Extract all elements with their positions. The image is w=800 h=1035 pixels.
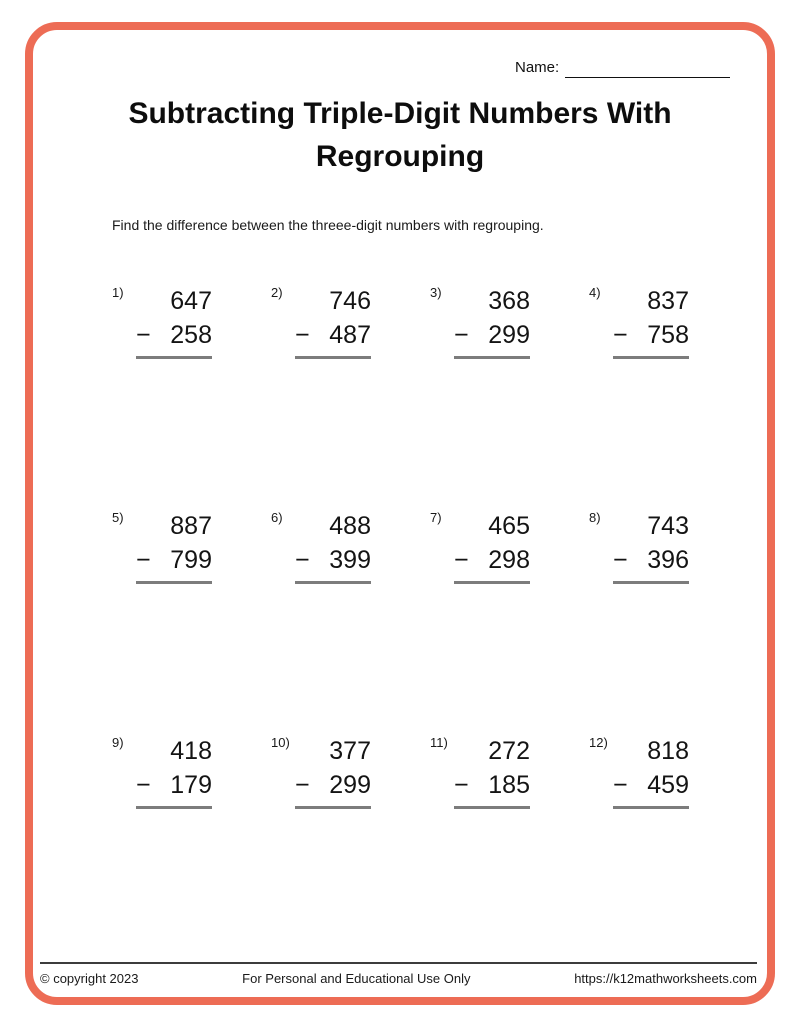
subtrahend: 258 — [170, 321, 212, 349]
minus-icon: − — [613, 321, 628, 349]
minus-icon: − — [136, 321, 151, 349]
subtrahend: 179 — [170, 771, 212, 799]
subtrahend: 487 — [329, 321, 371, 349]
page-title-line2: Regrouping — [315, 140, 485, 173]
subtrahend-row — [454, 318, 530, 359]
name-blank-line — [565, 60, 730, 78]
problem-stack — [613, 284, 689, 359]
subtrahend-row — [136, 543, 212, 584]
page-title — [0, 92, 800, 178]
problem-stack — [136, 284, 212, 359]
minuend: 818 — [647, 737, 689, 765]
problem-12 — [589, 734, 748, 959]
minuend: 647 — [170, 287, 212, 315]
subtrahend-row — [136, 318, 212, 359]
subtrahend-row — [613, 318, 689, 359]
subtrahend: 396 — [647, 546, 689, 574]
minus-icon: − — [136, 771, 151, 799]
problem-stack — [613, 509, 689, 584]
instructions-text: Find the difference between the threee-digit numbers with regrouping. — [112, 217, 544, 233]
subtrahend: 399 — [329, 546, 371, 574]
minus-icon: − — [454, 321, 469, 349]
minus-icon: − — [136, 546, 151, 574]
minuend: 837 — [647, 287, 689, 315]
problem-stack — [295, 284, 371, 359]
minus-icon: − — [295, 321, 310, 349]
footer-url: https://k12mathworksheets.com — [574, 971, 757, 986]
problem-number: 7) — [430, 510, 442, 525]
footer-copyright: © copyright 2023 — [40, 971, 139, 986]
minuend: 272 — [488, 737, 530, 765]
minus-icon: − — [295, 771, 310, 799]
problem-10 — [271, 734, 430, 959]
problem-stack — [295, 734, 371, 809]
problem-number: 8) — [589, 510, 601, 525]
minuend: 887 — [170, 512, 212, 540]
minuend: 377 — [329, 737, 371, 765]
problem-2 — [271, 284, 430, 509]
problem-1 — [112, 284, 271, 509]
subtrahend-row — [454, 768, 530, 809]
problem-number: 12) — [589, 735, 608, 750]
problem-6 — [271, 509, 430, 734]
problem-9 — [112, 734, 271, 959]
problem-number: 4) — [589, 285, 601, 300]
problem-number: 11) — [430, 735, 448, 750]
problem-stack — [454, 284, 530, 359]
problem-number: 10) — [271, 735, 290, 750]
problem-stack — [136, 509, 212, 584]
problem-stack — [454, 734, 530, 809]
problem-stack — [295, 509, 371, 584]
problem-number: 3) — [430, 285, 442, 300]
subtrahend: 459 — [647, 771, 689, 799]
page-title-line1: Subtracting Triple-Digit Numbers With — [128, 97, 672, 130]
minuend: 488 — [329, 512, 371, 540]
minuend: 746 — [329, 287, 371, 315]
subtrahend-row — [613, 543, 689, 584]
problem-stack — [613, 734, 689, 809]
footer — [40, 962, 757, 986]
minuend: 418 — [170, 737, 212, 765]
subtrahend: 299 — [329, 771, 371, 799]
minus-icon: − — [295, 546, 310, 574]
subtrahend: 758 — [647, 321, 689, 349]
problem-number: 2) — [271, 285, 283, 300]
problem-3 — [430, 284, 589, 509]
problem-stack — [454, 509, 530, 584]
subtrahend-row — [295, 543, 371, 584]
subtrahend: 185 — [488, 771, 530, 799]
problem-7 — [430, 509, 589, 734]
problem-number: 5) — [112, 510, 124, 525]
problem-11 — [430, 734, 589, 959]
minus-icon: − — [454, 771, 469, 799]
footer-usage-text: For Personal and Educational Use Only — [242, 971, 471, 986]
problem-number: 1) — [112, 285, 124, 300]
subtrahend-row — [295, 768, 371, 809]
minuend: 743 — [647, 512, 689, 540]
name-label: Name: — [515, 59, 560, 76]
subtrahend: 799 — [170, 546, 212, 574]
minuend: 465 — [488, 512, 530, 540]
minuend: 368 — [488, 287, 530, 315]
minus-icon: − — [454, 546, 469, 574]
problem-stack — [136, 734, 212, 809]
minus-icon: − — [613, 546, 628, 574]
subtrahend-row — [454, 543, 530, 584]
name-row — [515, 58, 730, 78]
problem-number: 6) — [271, 510, 283, 525]
problems-grid — [112, 284, 748, 959]
minus-icon: − — [613, 771, 628, 799]
problem-number: 9) — [112, 735, 124, 750]
problem-4 — [589, 284, 748, 509]
problem-5 — [112, 509, 271, 734]
subtrahend-row — [613, 768, 689, 809]
subtrahend: 299 — [488, 321, 530, 349]
subtrahend: 298 — [488, 546, 530, 574]
subtrahend-row — [136, 768, 212, 809]
subtrahend-row — [295, 318, 371, 359]
problem-8 — [589, 509, 748, 734]
